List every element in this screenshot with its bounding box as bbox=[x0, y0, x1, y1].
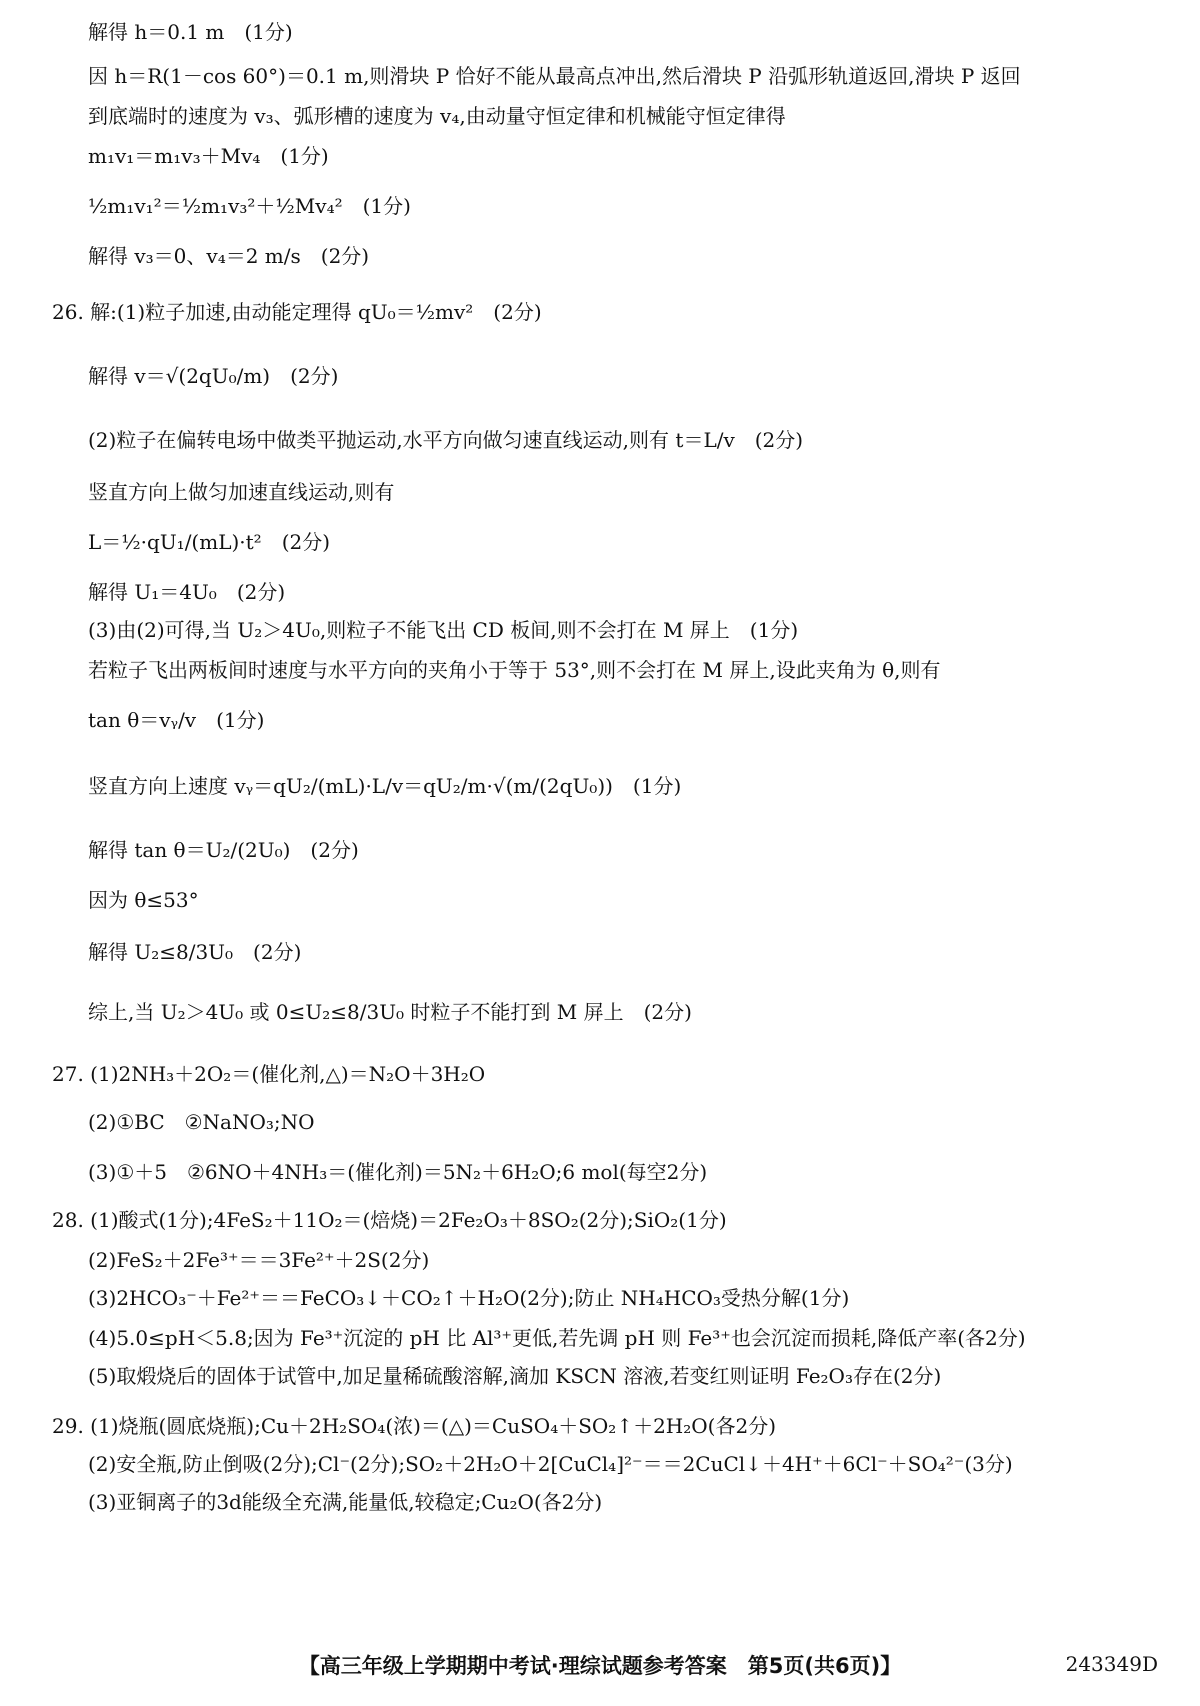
answer-line: (3)2HCO₃⁻＋Fe²⁺＝＝FeCO₃↓＋CO₂↑＋H₂O(2分);防止 NH₄HCO₃受热分解(1分) bbox=[88, 1286, 850, 1310]
answer-line: 因 h＝R(1－cos 60°)＝0.1 m,则滑块 P 恰好不能从最高点冲出,然后滑块 P 沿弧形轨道返回,滑块 P 返回 bbox=[88, 64, 1021, 88]
document-code: 243349D bbox=[1065, 1652, 1158, 1676]
answer-line: 综上,当 U₂＞4U₀ 或 0≤U₂≤8/3U₀ 时粒子不能打到 M 屏上 (2分) bbox=[88, 1000, 692, 1024]
answer-line: 解得 v₃＝0、v₄＝2 m/s (2分) bbox=[88, 244, 370, 268]
answer-line: 解得 h＝0.1 m (1分) bbox=[88, 20, 293, 44]
answer-line: (3)由(2)可得,当 U₂＞4U₀,则粒子不能飞出 CD 板间,则不会打在 M 屏上 (1分) bbox=[88, 618, 799, 642]
answer-line: (3)①＋5 ②6NO＋4NH₃＝(催化剂)＝5N₂＋6H₂O;6 mol(每空2分) bbox=[88, 1160, 708, 1184]
answer-line: 竖直方向上速度 vᵧ＝qU₂/(mL)·L/v＝qU₂/m·√(m/(2qU₀)) (1分) bbox=[88, 774, 682, 798]
page-footer: 【高三年级上学期期中考试·理综试题参考答案 第5页(共6页)】 bbox=[298, 1654, 902, 1678]
answer-line: m₁v₁＝m₁v₃＋Mv₄ (1分) bbox=[88, 144, 329, 168]
answer-line: 28. (1)酸式(1分);4FeS₂＋11O₂＝(焙烧)＝2Fe₂O₃＋8SO₂(2分);SiO₂(1分) bbox=[52, 1208, 727, 1232]
answer-line: 26. 解:(1)粒子加速,由动能定理得 qU₀＝½mv² (2分) bbox=[52, 300, 542, 324]
answer-line: (5)取煅烧后的固体于试管中,加足量稀硫酸溶解,滴加 KSCN 溶液,若变红则证明 Fe₂O₃存在(2分) bbox=[88, 1364, 942, 1388]
answer-line: (2)粒子在偏转电场中做类平抛运动,水平方向做匀速直线运动,则有 t＝L/v (2分) bbox=[88, 428, 804, 452]
answer-line: L＝½·qU₁/(mL)·t² (2分) bbox=[88, 530, 331, 554]
answer-line: 到底端时的速度为 v₃、弧形槽的速度为 v₄,由动量守恒定律和机械能守恒定律得 bbox=[88, 104, 786, 128]
answer-line: tan θ＝vᵧ/v (1分) bbox=[88, 708, 265, 732]
answer-line: (2)FeS₂＋2Fe³⁺＝＝3Fe²⁺＋2S(2分) bbox=[88, 1248, 430, 1272]
answer-line: 解得 U₂≤8/3U₀ (2分) bbox=[88, 940, 302, 964]
answer-line: 解得 U₁＝4U₀ (2分) bbox=[88, 580, 286, 604]
answer-line: 若粒子飞出两板间时速度与水平方向的夹角小于等于 53°,则不会打在 M 屏上,设此夹角为 θ,则有 bbox=[88, 658, 941, 682]
answer-line: 29. (1)烧瓶(圆底烧瓶);Cu＋2H₂SO₄(浓)＝(△)＝CuSO₄＋SO₂↑＋2H₂O(各2分) bbox=[52, 1414, 776, 1438]
answer-line: (3)亚铜离子的3d能级全充满,能量低,较稳定;Cu₂O(各2分) bbox=[88, 1490, 603, 1514]
answer-line: (2)安全瓶,防止倒吸(2分);Cl⁻(2分);SO₂＋2H₂O＋2[CuCl₄]²⁻＝＝2CuCl↓＋4H⁺＋6Cl⁻＋SO₄²⁻(3分) bbox=[88, 1452, 1013, 1476]
answer-line: ½m₁v₁²＝½m₁v₃²＋½Mv₄² (1分) bbox=[88, 194, 411, 218]
answer-line: 竖直方向上做匀加速直线运动,则有 bbox=[88, 480, 395, 504]
answer-line: (2)①BC ②NaNO₃;NO bbox=[88, 1110, 315, 1134]
answer-line: 解得 tan θ＝U₂/(2U₀) (2分) bbox=[88, 838, 359, 862]
answer-line: (4)5.0≤pH＜5.8;因为 Fe³⁺沉淀的 pH 比 Al³⁺更低,若先调 pH 则 Fe³⁺也会沉淀而损耗,降低产率(各2分) bbox=[88, 1326, 1026, 1350]
answer-line: 因为 θ≤53° bbox=[88, 888, 199, 912]
answer-line: 27. (1)2NH₃＋2O₂＝(催化剂,△)＝N₂O＋3H₂O bbox=[52, 1062, 486, 1086]
answer-line: 解得 v＝√(2qU₀/m) (2分) bbox=[88, 364, 339, 388]
